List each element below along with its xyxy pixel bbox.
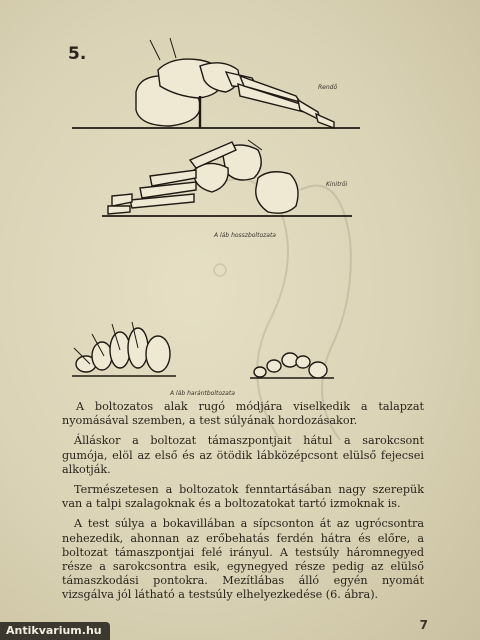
paragraph: A boltozatos alak rugó módjára viselkedik a talapzat nyomásával szemben, a test súlyának hordozásakor.: [62, 400, 424, 428]
foot-skeleton-middle: [102, 140, 352, 216]
page-number: 7: [419, 618, 428, 632]
figure-label-transverse-arch: A láb harántboltozata: [170, 390, 235, 397]
paragraph: Természetesen a boltozatok fenntartásában nagy szerepük van a talpi szalagoknak és a boltozatokat tartó izmoknak is.: [62, 483, 424, 511]
figure-number: 5.: [68, 44, 87, 64]
figure-label-side-1: Rendő: [318, 84, 338, 91]
body-text: [62, 400, 424, 609]
transverse-arch-right: [250, 353, 334, 378]
figure-label-longitudinal-arch: A láb hosszboltozata: [214, 232, 276, 239]
foot-skeleton-top: [72, 38, 360, 128]
paragraph: Álláskor a boltozat támaszpontjait hátul a sarokcsont gumója, elöl az első és az ötödik lábközépcsont elülső fejecsei alkotják.: [62, 434, 424, 476]
transverse-arch-left: [72, 322, 176, 376]
figure-label-side-2: Kinitrői: [326, 181, 348, 188]
watermark: Antikvarium.hu: [0, 622, 110, 640]
paragraph: A test súlya a bokavillában a sípcsonton át az ugrócsontra nehezedik, ahonnan az erőbehatás ferdén hátra és előre, a boltozat támaszpontjai felé irányul. A testsúly háromnegyed része a sarokcsontra esik, egynegyed része pedig az elülső támaszkodási pontokra. Mezítlábas álló egyén nyomát vizsgálva jól látható a testsúly elhelyezkedése (6. ábra).: [62, 517, 424, 602]
